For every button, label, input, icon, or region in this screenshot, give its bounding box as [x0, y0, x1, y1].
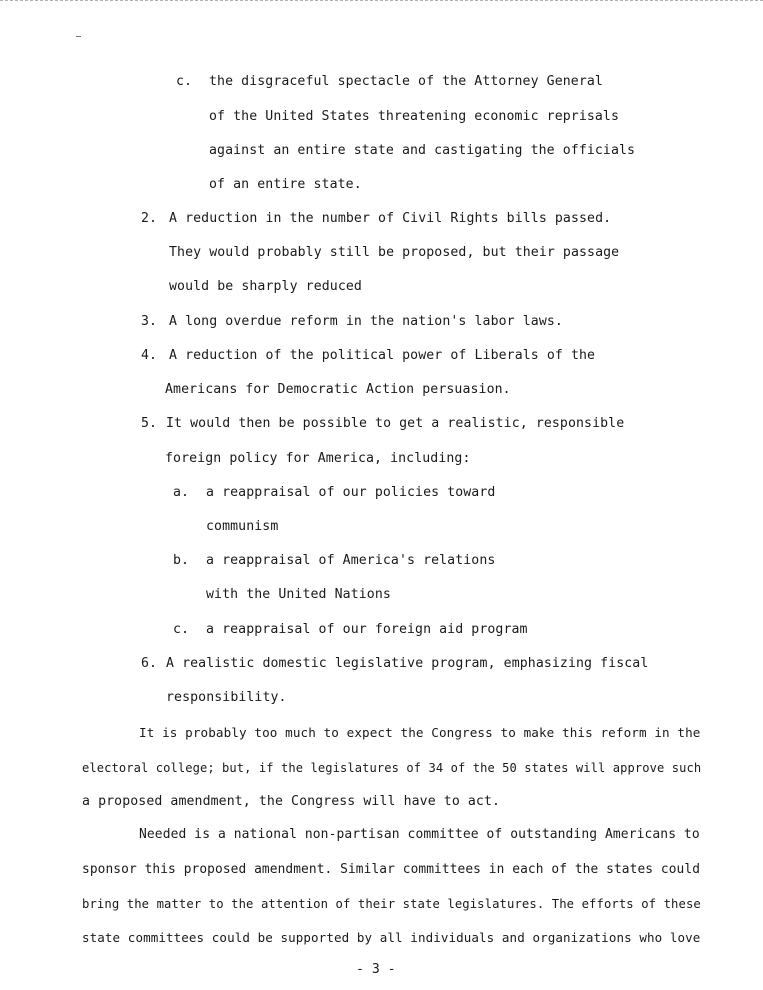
list-item-label: 5.	[141, 416, 157, 431]
list-item-text-line: A reduction of the political power of Liberals of the	[169, 348, 596, 363]
page-top-border	[0, 0, 763, 1]
paragraph-line: sponsor this proposed amendment. Similar committees in each of the states could	[82, 862, 701, 877]
list-item-text-line: foreign policy for America, including:	[165, 451, 471, 466]
list-item-text-line: It would then be possible to get a realistic, responsible	[166, 416, 625, 431]
list-item-text-line: A realistic domestic legislative program, emphasizing fiscal	[166, 656, 649, 671]
list-item-label: b.	[173, 553, 189, 568]
paragraph-line: electoral college; but, if the legislatures of 34 of the 50 states will approve such	[82, 761, 702, 775]
list-item-text-line: with the United Nations	[206, 587, 391, 602]
list-item-text-line: a reappraisal of our policies toward	[206, 485, 496, 500]
list-item-text-line: responsibility.	[166, 690, 287, 705]
list-item-text-line: of the United States threatening economic reprisals	[209, 109, 620, 124]
list-item-label: 6.	[141, 656, 157, 671]
list-item-label: 2.	[141, 211, 157, 226]
paragraph-line: state committees could be supported by all individuals and organizations who love	[82, 930, 701, 945]
paragraph-line: bring the matter to the attention of their state legislatures. The efforts of these	[82, 897, 701, 911]
list-item-label: c.	[173, 622, 189, 637]
list-item-text-line: a reappraisal of America's relations	[206, 553, 496, 568]
list-item-label: c.	[176, 74, 192, 89]
list-item-text-line: They would probably still be proposed, but their passage	[169, 245, 620, 260]
list-item-text-line: a reappraisal of our foreign aid program	[206, 622, 528, 637]
list-item-text-line: would be sharply reduced	[169, 279, 362, 294]
list-item-label: 4.	[141, 348, 157, 363]
list-item-label: a.	[173, 485, 189, 500]
paragraph-line: Needed is a national non-partisan committee of outstanding Americans to	[139, 827, 700, 842]
paragraph-line: a proposed amendment, the Congress will have to act.	[82, 794, 501, 809]
list-item-text-line: A reduction in the number of Civil Rights bills passed.	[169, 211, 612, 226]
paragraph-line: It is probably too much to expect the Congress to make this reform in the	[139, 725, 701, 740]
list-item-text-line: the disgraceful spectacle of the Attorney General	[209, 74, 603, 89]
list-item-text-line: communism	[206, 519, 279, 534]
list-item-text-line: A long overdue reform in the nation's labor laws.	[169, 314, 563, 329]
page-number: - 3 -	[356, 962, 396, 977]
margin-mark	[76, 36, 81, 37]
list-item-label: 3.	[141, 314, 157, 329]
list-item-text-line: of an entire state.	[209, 177, 362, 192]
list-item-text-line: Americans for Democratic Action persuasion.	[165, 382, 511, 397]
list-item-text-line: against an entire state and castigating the officials	[209, 143, 636, 158]
